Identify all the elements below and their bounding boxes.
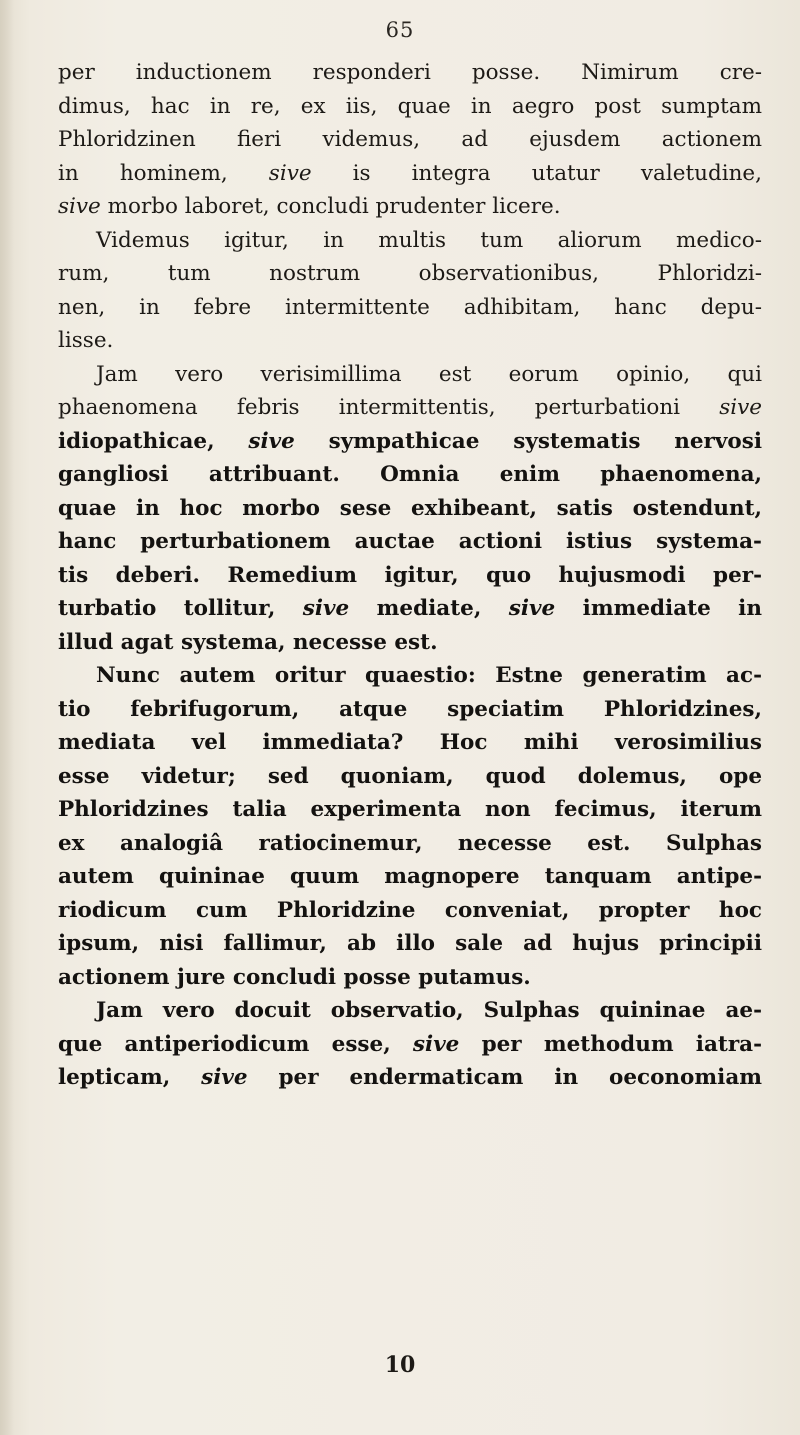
text-line: Phloridzinen fieri videmus, ad ejusdem actionem bbox=[58, 127, 762, 152]
text-line: turbatio tollitur, sive mediate, sive immediate in bbox=[58, 596, 762, 621]
text-line: Jam vero verisimillima est eorum opinio, qui bbox=[96, 361, 762, 387]
italic-word: sive bbox=[508, 596, 556, 621]
italic-word: sive bbox=[58, 194, 101, 219]
text-line: idiopathicae, sive sympathicae systematis nervosi bbox=[58, 428, 762, 454]
text-line: ipsum, nisi fallimur, ab illo sale ad hujus principii bbox=[58, 931, 762, 956]
text-line: in hominem, sive is integra utatur valetudine, bbox=[58, 160, 762, 186]
italic-word: sive bbox=[248, 428, 295, 454]
italic-word: sive bbox=[201, 1065, 248, 1090]
binding-shadow bbox=[0, 0, 14, 1435]
text-line: rum, tum nostrum observationibus, Phloridzi- bbox=[58, 261, 762, 286]
text-line: lepticam, sive per endermaticam in oeconomiam bbox=[58, 1065, 762, 1090]
text-line: tio febrifugorum, atque speciatim Phloridzines, bbox=[58, 696, 762, 722]
text-line: actionem jure concludi posse putamus. bbox=[58, 964, 531, 990]
text-line: tis deberi. Remedium igitur, quo hujusmodi per- bbox=[58, 562, 762, 588]
italic-word: sive bbox=[268, 160, 312, 186]
text-line: hanc perturbationem auctae actioni istius systema- bbox=[58, 529, 762, 554]
page-number: 65 bbox=[385, 18, 415, 42]
text-line: que antiperiodicum esse, sive per methodum iatra- bbox=[58, 1031, 762, 1057]
signature-mark: 10 bbox=[384, 1352, 416, 1378]
text-line: mediata vel immediata? Hoc mihi verosimilius bbox=[58, 730, 762, 755]
text-line: Jam vero docuit observatio, Sulphas quininae ae- bbox=[96, 998, 762, 1023]
text-line: gangliosi attribuant. Omnia enim phaenomena, bbox=[58, 462, 762, 487]
text-line: phaenomena febris intermittentis, perturbationi sive bbox=[58, 395, 762, 420]
text-line: dimus, hac in re, ex iis, quae in aegro post sumptam bbox=[58, 93, 762, 119]
body-text bbox=[58, 56, 762, 1095]
text-line: esse videtur; sed quoniam, quod dolemus, ope bbox=[58, 763, 762, 789]
italic-word: sive bbox=[302, 596, 350, 621]
text-line: nen, in febre intermittente adhibitam, hanc depu- bbox=[58, 294, 762, 320]
text-line: Videmus igitur, in multis tum aliorum medico- bbox=[96, 227, 762, 253]
text-line: lisse. bbox=[58, 328, 114, 353]
text-line: riodicum cum Phloridzine conveniat, propter hoc bbox=[58, 897, 762, 923]
italic-word: sive bbox=[412, 1031, 460, 1057]
text-line: Phloridzines talia experimenta non fecimus, iterum bbox=[58, 797, 762, 822]
text-line: quae in hoc morbo sese exhibeant, satis ostendunt, bbox=[58, 495, 762, 521]
text-line: sive morbo laboret, concludi prudenter licere. bbox=[58, 194, 561, 219]
text-line: per inductionem responderi posse. Nimirum cre- bbox=[58, 60, 762, 85]
text-line: Nunc autem oritur quaestio: Estne generatim ac- bbox=[96, 663, 762, 688]
italic-word: sive bbox=[719, 395, 762, 420]
text-line: ex analogiâ ratiocinemur, necesse est. Sulphas bbox=[58, 830, 762, 856]
text-line: illud agat systema, necesse est. bbox=[58, 629, 438, 655]
text-line: autem quininae quum magnopere tanquam antipe- bbox=[58, 864, 762, 889]
